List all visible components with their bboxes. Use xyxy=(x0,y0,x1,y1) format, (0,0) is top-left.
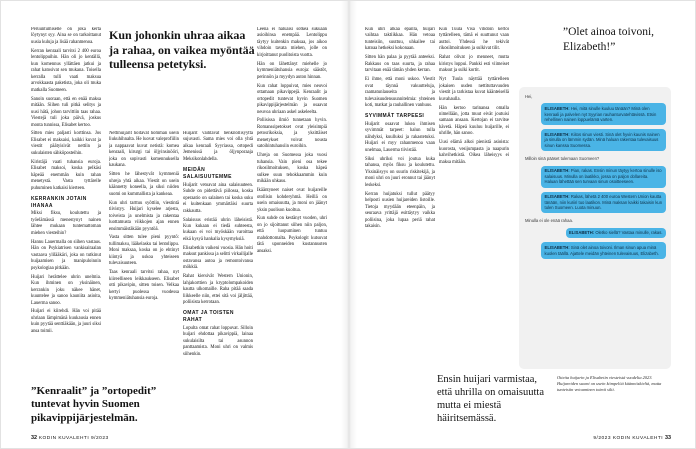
section-heading: SYVIMMÄT TARPEESI xyxy=(365,113,425,120)
body-paragraph: Peruuntumiselle on joka kerta löytynyt syy. Aina se on tarkoittanut uusia kuluja ja lisää rahanmenoa. xyxy=(31,27,101,45)
page-right xyxy=(349,1,696,449)
body-paragraph: Elisabetkin vaikeni vuosia. Hän hoiti maksut pankissa ja selitti virkailijalle ostavansa autoa ja remontoivansa mökkiä. xyxy=(183,245,253,271)
body-paragraph: Kiristäjä vaati tuhansia euroja. Elisabet maksoi, koska pelkäsi häpeää enemmän kuin rahan menetystä. Vasta tyttärelle puhuminen katkaisi kierteen. xyxy=(31,159,101,191)
body-paragraph: Hannu Lauermalla on siihen vastaus. Hän on Psykiatrisen vankisairaalan vastaava ylilääkäri, joka on tutkinut huijaamisen ja manipuloinnin psykologiaa pitkään. xyxy=(31,239,101,271)
text-column xyxy=(365,27,435,409)
body-paragraph: Kun uhri alkaa epäillä, huijari vaihtaa taktiikkaa. Hän vetoaa tunteisiin, suuttuu, uhkailee tai katoaa hetkeksi kokonaan. xyxy=(365,27,435,52)
body-paragraph: Taas kenraali tarvitsi rahaa, nyt kiireelliseen leikkaukseen. Elisabet otti pikavipin, sitten toisen. Velkaa kertyi puolessa vuodessa kymmeniätuhansia euroja. xyxy=(109,270,179,302)
text-column xyxy=(109,131,179,379)
page-number: 32 xyxy=(31,435,37,441)
body-paragraph: Siksi uhriksi voi joutua kuka tahansa, myös fiksu ja koulutettu. Yksinäisyys on suurin riskitekijä, ja moni uhri on juuri eronnut tai jäänyt leskeksi. xyxy=(365,156,435,188)
body-paragraph: Ikääntyneet naiset ovat huijareille otollisin kohderyhmä. Heillä on usein omaisuutta, ja moni on jäänyt yksin puolison kuoltua. xyxy=(257,188,327,213)
sidebar-headline: ”Olet ainoa toivoni, Elizabeth!” xyxy=(563,26,655,53)
chat-bubble: ELISABETH: Hei, mitä sinulle kuuluu tänään? Minä olen kenraali ja palvelen nyt Syyrian rauhanturvatehtävissä. Etsin rehellinen nainen loppuelämä varten. xyxy=(541,103,666,125)
pull-quote-bottom: ”Kenraalit” ja ”ortopedit” tuntevat hyvin Suomen pikavippijärjestelmän. xyxy=(31,385,157,424)
body-paragraph: Kun rahat loppuivat, mies neuvoi ottamaan pikavippejä. Kenraalit ja ortopedit tuntevat hyvin Suomen pikavippijärjestelmän ja osaavat neuvoa uhriaan askel askeleelta. xyxy=(257,83,327,115)
pull-quote-right: Ensin huijari varmistaa, että uhrilla on omaisuutta mutta ei miestä häiritsemässä. xyxy=(437,374,545,425)
chat-bubble: ELISABETH: Pian, rakas. Ensin minun täytyy kertoa sinulle iso salaisuus. Minulla on laatikko, jossa on paljon dollareita. Haluan lähettää sen turvaan sinun osoitteeseen. xyxy=(541,166,666,188)
chat-plain-message: Hei, xyxy=(525,93,533,99)
body-paragraph: Vasta sitten tulee pieni pyyntö: tullimaksu, lääkelasku tai lentolippu. Moni maksaa, koska on jo ehtinyt kiintyä ja uskoa yhteiseen tulevaisuuteen. xyxy=(109,235,179,267)
body-paragraph: Sitten he lähestyvät kymmeniä uhreja yhtä aikaa. Viestit on usein käännetty koneella, ja siksi niiden suomi on kummallista ja kankeaa. xyxy=(109,172,179,197)
chat-sender-name: ELISABETH: xyxy=(544,168,571,174)
text-column xyxy=(31,27,101,379)
body-paragraph: Rahat kiersivät Western Unionin, lahjakorttien ja kryptolompakoiden kautta ulkomaille. Raha pitää saada liikkeelle niin, ettei sitä voi jäljittää, poliisista kerrotaan. xyxy=(183,274,253,306)
page-footer-right xyxy=(593,435,671,441)
body-paragraph: Miksi fiksu, koulutettu ja työelämässä menestynyt nainen lähtee mukaan tuntemattoman miehen viesteihin? xyxy=(31,211,101,236)
chat-plain-message: Milloin sinä pääset tulemaan Suomeen? xyxy=(525,155,600,161)
text-column xyxy=(439,27,509,363)
body-paragraph: Sanoin suoraan, että en enää maksa mitään. Siihen tuli pitkä selitys ja uusi hätä, johon tarvittiin taas rahaa. Viestejä tuli joka päivä, joskus monta tunnissa, Elisabet kertoo. xyxy=(31,96,101,128)
chat-panel xyxy=(519,87,671,369)
body-paragraph: Kun Tuula Visa vihdoin kertoi tyttärelleen, tämä ei suuttunut vaan auttoi. Yhdessä he tekivät rikosilmoituksen ja sulkivat tilit. xyxy=(439,27,509,52)
text-column xyxy=(257,27,327,423)
pull-quote: Kun johonkin uhraa aikaa ja rahaa, on vaikea myöntää tulleensa petetyksi. xyxy=(109,28,255,72)
section-heading: OMAT JA TOISTEN RAHAT xyxy=(183,310,234,323)
chat-sender-name: ELISABETH: xyxy=(544,244,571,250)
section-heading: MEIDÄN SALAISUUTEMME xyxy=(183,166,232,180)
body-paragraph: Ei ihme, että moni uskoo. Viestit ovat täynnä vakuutteluja, raamatunlauseita ja tulevaisuudensuunnitelmia: yhteinen koti, matkat ja rauhallinen vanhuus. xyxy=(365,77,435,109)
chat-bubble: ELISABETH: Sinä olet ainoa toivoni. Ilman sinun apua minä kuolen täällä. Ajattele meidän yhteinen tulevaisuus, Elizabeth. xyxy=(541,242,666,258)
body-paragraph: Huijarit vetoavat aina salaisuuteen. Suhde on pidettävä piilossa, koska operaatio on salainen tai koska suku ei kuitenkaan ymmärtäisi suurta rakkautta. xyxy=(183,182,253,214)
chat-bubble: ELISABETH: Oletko siellä? Vastaa minulle, rakas. xyxy=(566,228,666,239)
chat-sender-name: ELISABETH: xyxy=(569,230,596,236)
body-paragraph: Uhreja on Suomessa joka vuosi tuhansia. Vain pieni osa tekee rikosilmoituksen, koska häpeä sulkee suun tehokkaammin kuin mikään uhkaus. xyxy=(257,153,327,185)
chat-caption: Otteita huijarin ja Elisabetin viesteistä vuodelta 2023. Huijareiden suomi on usein kömpelöä käännöskieltä, mutta tunteisiin vetoaminen toimii silti. xyxy=(557,375,662,393)
body-paragraph: Uusi elämä alkoi pienistä asioista: kuorosta, vesijumpasta ja naapurin kahvihetkistä. Oikea läheisyys ei maksa mitään. xyxy=(439,140,509,165)
body-paragraph: Huijari herättelee uhrin unelmia. Kun ihminen on yksinäinen, kerrankin joku näkee hänet, kuuntelee ja sanoo kauniita asioita, Lauerma sanoo. xyxy=(31,274,101,306)
body-paragraph: Kerran kenraali tarvitsi 2 400 euroa lentolippuihin. Hän oli jo kentällä, kun komennus yllättäen jatkui ja rahat katosivat sen mukana. Toisella kerralla tulli vaati maksua arvokkaasta paketista, joka oli muka matkalla Suomeen. xyxy=(31,48,101,93)
page-left xyxy=(1,1,349,449)
body-paragraph: Huijari ei kiirehdi. Hän voi pitää uhriaan lämpimänä kuukausia ennen kuin pyytää senttiäkään, ja juuri siksi ansa toimii. xyxy=(31,309,101,334)
body-paragraph: Rahat olivat jo menneet, mutta kiristys loppui. Pankki esti viimeiset maksut ja sulki kortit. xyxy=(439,55,509,74)
body-paragraph: Sitten mies paljasti korttinsa. Jos Elisabet ei maksaisi, kaikki kuvat ja viestit päätyisivät nettiin ja sukulaisten sähköposteihin. xyxy=(31,131,101,156)
footer-label: KODIN KUVALEHTI 9/2023 xyxy=(38,436,109,441)
section-heading: KERRANKIN JOTAIN IHANAA xyxy=(31,195,87,209)
chat-plain-message: Minulla ei ole enää rahaa. xyxy=(525,217,573,223)
body-paragraph: Nyt Tuula näyttää tyttärelleen jokaisen uuden nettituttavuuden viestit ja tarkistaa kuvat käänteisellä kuvahaulla. xyxy=(439,77,509,102)
chat-sender-name: ELISABETH: xyxy=(544,105,571,111)
body-paragraph: Sitten hän palaa ja pyytää anteeksi. Rakkaus on taas suurta, ja rahaa tarvitaan enää tämän yhden kerran. xyxy=(365,55,435,74)
body-paragraph: Leena ei haluaisi sotkea sukuaan asioihinsa enempää. Lentolippu täytyy kuitenkin maksaa, jos aikoo vihdoin tavata miehen, jolle on kirjoittanut puolitoista vuotta. xyxy=(257,27,327,58)
body-paragraph: Huijarit osaavat lukea ihmisen syvimmät tarpeet: halun tulla nähdyksi, kuulluksi ja rakastetuksi. Huijari ei myy rahanmenoa vaan unelmaa, Lauerma tiivistää. xyxy=(365,121,435,153)
chat-sender-name: ELISABETH: xyxy=(544,194,571,200)
body-paragraph: Hän on lähettänyt miehelle jo kymmeniätuhansia euroja: säästöt, perinnön ja myydyn auton hinnan. xyxy=(257,61,327,80)
body-paragraph: Nettihuijarit hoitavat homman usein liukuhihnalta. He luovat valeprofiilin ja nappaavat kuvat netistä: komea kenraali, kirurgi tai öljyinsinööri, joka on sopivasti komennuksella kaukana. xyxy=(109,131,179,169)
chat-bubble: ELISABETH: Kiitos sinun viesti. Sinä olet hyvin kaunis nainen ja sinulla on lämmin sydän. Minä haluan rakentaa tulevaisuus sinun kanssa Suomessa. xyxy=(541,129,666,151)
body-paragraph: Kerran huijatuksi tullut päätyy helposti uusien huijareiden listoille. Tietoja myydään eteenpäin, ja seuraava yrittäjä esittäytyy vaikka poliisina, joka lupaa periä rahat takaisin. xyxy=(365,191,435,230)
body-paragraph: Lopulta omat rahat loppuvat. Silloin huijari ehdottaa pikavippiä, lainaa sukulaisilta tai asunnon panttaamista. Moni uhri on valmis siihenkin. xyxy=(183,325,253,357)
body-paragraph: Salaisuus eristää uhrin läheisistä. Kun kukaan ei tiedä suhteesta, kukaan ei voi myöskään varoittaa eikä kysyä hankalia kysymyksiä. xyxy=(183,217,253,242)
text-column xyxy=(183,131,253,423)
body-paragraph: Hän kertoo tarinansa omalla nimellään, jotta muut eivät joutuisi samaan ansaan. Kertojan ei tarvitse hävetä. Häpeä kuuluu huijarille, ei uhrille, hän sanoo. xyxy=(439,105,509,137)
page-footer-left xyxy=(31,435,109,441)
footer-label: 9/2023 KODIN KUVALEHTI xyxy=(593,436,664,441)
body-paragraph: Poliisissa ilmiö tunnetaan hyvin. Romanssipetokset ovat yleisimpiä petosrikoksia, ja yksittäiset menetykset voivat nousta satoihintuhansiin euroihin. xyxy=(257,118,327,150)
chat-sender-name: ELISABETH: xyxy=(544,131,571,137)
chat-bubble: ELISABETH: Rakas, lähetä 2 400 euroa Western Union kautta tänään, niin kuriiri tuo laatikon. Minä maksan kaikki takaisin kun tulen Suomeen. Luota minuun. xyxy=(541,192,666,214)
page-number: 33 xyxy=(665,435,671,441)
body-paragraph: Kun suhde on kestänyt vuoden, uhri on jo sijoittanut siihen niin paljon, että luopuminen tuntuu mahdottomalta. Psykologit kutsuvat tätä uponneiden kustannusten ansaksi. xyxy=(257,216,327,254)
body-paragraph: Kun uhri tarttuu syöttiin, viestintä tiivistyy. Huijari kyselee arjesta, toiveista ja unelmista ja rakentaa luottamusta viikkojen ajan ennen ensimmäistäkään pyyntöä. xyxy=(109,200,179,232)
body-paragraph: Huijarit vaihtavat henkilöllisyyttä sujuvasti. Sama mies voi olla yhtä aikaa kenraali Syyriassa, ortopedi Jemenissä ja öljynporaaja Meksikonlahdella. xyxy=(183,131,253,162)
